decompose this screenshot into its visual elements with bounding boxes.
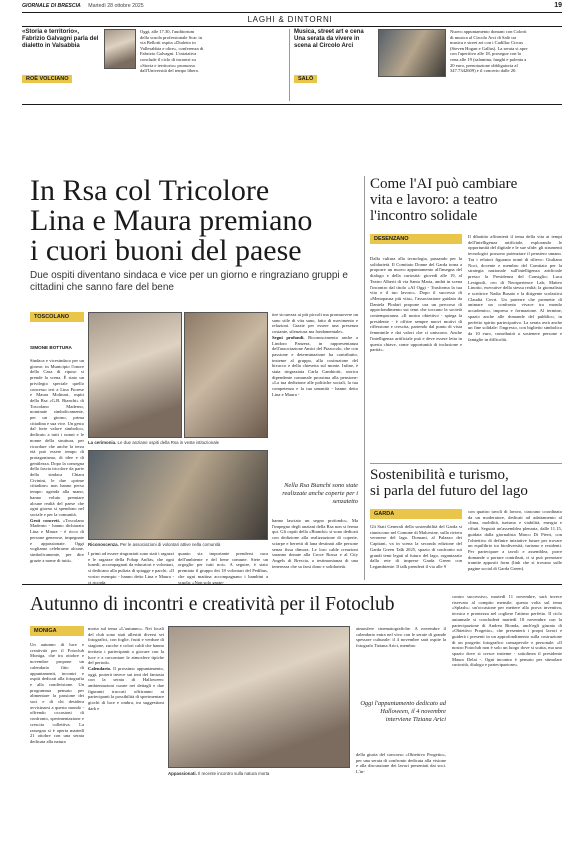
ai-tag: DESENZANO bbox=[370, 234, 462, 244]
garda-tag: GARDA bbox=[370, 509, 462, 519]
main-divider bbox=[364, 176, 365, 580]
main-headline-line-2: Lina e Maura premiano bbox=[30, 204, 313, 237]
main-subhead: Due ospiti diventano sindaca e vice per un giorno e ringraziano gruppi e cittadini che sanno fare del bene bbox=[30, 270, 348, 293]
teaser-left-text: Oggi, alle 17.30, l'auditorium della scuola professionale Scac in via Bellotti ospita «Dialetto in Vallesabbia e oltre», conferenza di Fabrizio Galvagni. L'iniziativa conclude il ciclo di incontri su «Storia e territorio» promosso dall'Università del tempo libero. bbox=[140, 29, 204, 74]
teaser-left-title: «Storia e territorio», Fabrizio Galvagni parla del dialetto in Valsabbia bbox=[22, 29, 99, 49]
teaser-left-photo bbox=[104, 29, 136, 69]
main-photo-sash bbox=[184, 312, 268, 438]
teaser-divider bbox=[289, 29, 290, 101]
main-headline-line-3: i cuori buoni del paese bbox=[30, 234, 302, 267]
garda-headline: Sostenibilità e turismo, si parla del futuro del lago bbox=[370, 467, 528, 499]
fotoclub-photo bbox=[168, 626, 350, 768]
fotoclub-quote: Oggi l'appuntamento dedicato ad Halloween, il 4 novembre interviene Tiziana Arici bbox=[360, 700, 446, 723]
ai-col-1: Dalla cultura alla tecnologia, passando per la solidarietà. Il Comitato Donne del Garda torna a proporre un nuovo appuntamento all'insegna del dialogo e della curiosità: giovedì alle 19, al Teatro Alberti di via Santa Maria, andrà in scena l'incontro dal titolo «AI Oggi - Trasforma la tua vita e il tuo lavoro». Dopo il successo di «Menopausa più vita», l'associazione guidata da Daniela Plodari propone ora un percorso di approfondimento sui temi che toccano la società contemporanea. «Il nostro obiettivo - spiega la presidente - è offrire sempre nuovi motivi di riflessione e crescita, partendo dal punto di vista femminile e dai valori che ci uniscono. Anche l'intelligenza artificiale può e deve essere letta in questa chiave, come opportunità di inclusione e parità». bbox=[370, 256, 462, 353]
main-photo-volunteers bbox=[88, 450, 268, 540]
main-col-2: I primi ad essere ringraziati sono stati i ragazzi e le ragazze della Fobap Anffas, che ogni lunedì, accompagnati da educatori e volontari, si dedicano alla pulizia di spiagge e parchi. «Il vostro esempio - hanno detto Lina e Maura - ci ricorda bbox=[88, 551, 174, 585]
fotoclub-col-4: contro successivo, martedì 11 novembre, sarà invece riservato al compito mensile, questa volta sul tema «Splash»: un'occasione per mettere alla prova inventiva, tecnica e prontezza nel cogliere l'attimo perfetto. Il ciclo autunnale si concluderà martedì 18 novembre con la partecipazione di Andrea Bionda, anch'egli giurato di «Obiettivo Progetto», che presenterà i propri lavori e guiderà i presenti in un approfondimento sulla costruzione di un progetto fotografico consapevole e personale. «Il nostro Fotoclub non è solo un luogo dove si scatta, ma uno spazio dove si cresce insieme - sottolinea il presidente Mauro Delai -. Ogni incontro è pensato per stimolare curiosità, dialogo e partecipazione». bbox=[452, 594, 562, 668]
main-photo-ceremony-caption: La cerimonia. Le due anziane ospiti della Rsa in veste istituzionale bbox=[88, 440, 220, 445]
teaser-left-tag: ROÈ VOLCIANO bbox=[22, 75, 72, 83]
fotoclub-tag: MONIGA bbox=[30, 626, 84, 636]
main-headline-line-1: In Rsa col Tricolore bbox=[30, 174, 270, 207]
main-col-2b: quanto sia importante prendersi cura dell'ambiente e del bene comune. Siete un orgoglio per tutti noi». A seguire, è stato premiato il gruppo dei 18 volontari del Pedibus, che ogni mattina accompagnano i bambini a scuola: «Non solo garan- bbox=[178, 551, 268, 585]
ai-headline: Come l'AI può cambiare vita e lavoro: a teatro l'incontro solidale bbox=[370, 176, 518, 224]
teaser-left bbox=[22, 29, 286, 101]
fotoclub-col-2: morta sul tema «L'autunno». Nei locali del club sono stati allestiti diversi set fotografici, con foglie, frutti e verdure di stagione, zucche e colori caldi che hanno invitato i partecipanti a giocare con la luce e a raccontare le atmosfere tipiche del periodo. Calendario. Il prossimo appuntamento, oggi, porterà invece sui toni del fantasia con la serata di Halloween: ambientazioni curate nei dettagli e due figuranti truccati offriranno ai partecipanti la possibilità di sperimentare giochi di luce e ombra, tra suggestioni dark e bbox=[88, 626, 165, 711]
fotoclub-col-1: Un autunno di luce e creatività per il Fotoclub Moniga, che tra ottobre e novembre propone un calendario fitto di appuntamenti, incontri e ospiti dedicati alla fotografia e alla condivisione. Un programma pensato per alimentare la passione dei soci e di chi desidera avvicinarsi a questo mondo - offrendo occasioni di confronto, sperimentazione e crescita collettiva. La rassegna si è aperta martedì 21 ottobre con una serata dedicata alla natura bbox=[30, 642, 84, 744]
teaser-right-text: Nuovo appuntamento domani con Colorti di musica al Circolo Arci di Salò tra musica e street art con i Cadillac Circus (Steven Hogan e Gallus). La serata si apre con l'aperitivo alle 18, prosegue con la cena alle 19 (salamina, funghi e polenta a 20 euro, prenotazione obbligatoria al 347.7342609) e il concerto dalle 20. bbox=[450, 29, 528, 74]
teaser-right-title: Musica, street art e cena Una serata da vivere in scena al Circolo Arci bbox=[294, 29, 364, 49]
issue-date: Martedì 28 ottobre 2025 bbox=[88, 3, 144, 9]
main-headline bbox=[30, 176, 360, 266]
fotoclub-col-3b: della giuria del concorso «Obiettivo Progetto», per una serata di confronto dedicata alla visione e alla discussione dei lavori presentati dai soci. L'in- bbox=[356, 752, 446, 775]
teaser-right-photo bbox=[378, 29, 446, 77]
fotoclub-photo-caption: Appassionati. Il recente incontro sulla natura morta bbox=[168, 771, 270, 776]
main-quote: Nella Rsa Bianchi sono state realizzate anche coperte per i senzatetto bbox=[282, 482, 358, 505]
main-col-4: hanno lasciato un segno profondo». Ma l'impegno degli anziani della Rsa non si ferma qui. Gli ospiti della «Bianchi» si sono dedicati con dedizione alla realizzazione di coperte, sciarpe e berretti di lana destinati alle persone senza fissa dimora. Le loro calde creazioni saranno donate alla Croce Rossa e al City Angels di Brescia, a testimonianza di una tenerezza che sa farsi dono e solidarietà. bbox=[272, 518, 358, 569]
garda-col-1: Gli Stati Generali della sostenibilità del Garda si riuniscono nel Comune di Malcesine, sulla riviera veronese del lago. Domani, al Palazzo dei Capitani, va in scena la seconda edizione del Garda Green Talk 2025, spazio di confronto sui grandi temi legati al futuro del lago, organizzato dalla rete di imprese Garda Green con Legambiente. Il talk prenderà il via alle 9 bbox=[370, 524, 462, 569]
ai-garda-rule bbox=[370, 463, 562, 464]
main-col-1: Sindaca e vicesindaco per un giorno: in Municipio l'onore della Casa di riposo si prende la scena. È stato un privilegio speciale quello concesso ieri a Lina Fiorese e Maura Molinari, ospiti della Rsa «G.B. Bianchi» di Toscolano Maderno, nominate simbolicamente, per un giorno, prima cittadina e sua vice. Un gesto dal forte valore simbolico, dedicato a tutti i nonni e le nonne della struttura, per ricordare che anche la terza età può essere tempo di protagonismo, di idee e di gentilezza. Dopo la consegna della fascia tricolore da parte della sindaca Chiara Civinini, le due «prime cittadine» non hanno perso tempo: agenda alla mano, hanno voluto premiare alcune realtà del paese che ogni giorno si spendono nel sociale e per la comunità. Gesti concreti. «Toscolano Maderno - hanno dichiarato Lina e Maura - è ricco di persone generose, impegnate e appassionate. Oggi vogliamo celebrarne alcune, simbolicamente, per dire grazie a nome di tutti». bbox=[30, 358, 84, 563]
garda-col-2: con quattro tavoli di lavoro, ciascuno coordinato da un moderatore, dedicati ad adattamento al clima, mobilità, turismo e viabilità, energia e rifiuti. Seguirà un'assemblea plenaria, dalle 11.15, guidata dalla giornalista Marco Di Pierri, con l'obiettivo di definire iniziative future per trovare un equilibrio tra biodiversità, turismo e residenti. Per partecipare a tavoli e assemblea, porre domande o portare contributi, ci si può prenotare tramite appositi form (link che si trovano sulle pagine social di Garda Green). bbox=[468, 509, 562, 572]
section-title: LAGHI & DINTORNI bbox=[247, 15, 333, 24]
top-rule bbox=[22, 104, 562, 105]
main-author: SIMONE BOTTURA bbox=[30, 345, 72, 350]
main-photo-ceremony bbox=[88, 312, 182, 438]
fotoclub-col-3: atmosfere cinematografiche. A novembre il calendario entra nel vivo con le serate di grande spessore culturale: il 4 novembre sarà ospite la fotografa Tiziana Arici, membro bbox=[356, 626, 446, 649]
main-photo-volunteers-caption: Riconoscenza. Per le associazioni di volontari attive nella comunità bbox=[88, 542, 221, 547]
teaser-right bbox=[294, 29, 562, 101]
paper-name: GIORNALE DI BRESCIA bbox=[22, 3, 81, 9]
section-rule bbox=[22, 26, 562, 27]
fotoclub-headline: Autunno di incontri e creatività per il Fotoclub bbox=[30, 594, 395, 615]
ai-col-2: Il dibattito affronterà il tema della vita ai tempi dell'intelligenza artificiale, esplorando le opportunità del digitale e le sue sfide: gli strumenti tecnologici possono potenziare il pensiero umano. Tra i relatori figurano nomi di rilievo: Giuliano Noci, docente e membro del Comitato per la strategia nazionale sull'intelligenza artificiale presso la Presidenza del Consiglio; Luca Lesignoli, ceo di Neosperience Lab; Matteo Linotto, executive della stessa realtà; la giornalista e scrittrice Nadia Busato e la dirigente scolastica Claudia Covri. Un parterre che promette di animare un confronto vivace tra mondo accademico, impresa e formazione. Al termine, spazio anche alle domande del pubblico, in perfetto spirito partecipativo. La serata avrà anche un fine solidale: l'ingresso, con biglietto simbolico da 10 euro, contribuirà a sostenere persone e famiglie in difficoltà. bbox=[468, 234, 562, 342]
masthead-rule bbox=[22, 12, 562, 13]
main-col-3: tire sicurezza ai più piccoli ma promuovere un sano stile di vita sano, fatto di movimento e relazioni. Grazie per essere una presenza costante, silenziosa ma fondamentale». Segni profondi. Riconoscimento anche a Lindoro Panzera, in rappresentanza dell'associazione Amici del Pizzocolo, che con passione e determinazione ha contribuito, insieme al gruppo, alla costruzione del bivacco e della chiesetta sul monte. Infine, è stata ringraziata Carla Cambiotti, storica dipendente comunale prossima alla pensione: «La tua dedizione alle politiche sociali, la tua competenza e la tua umanità - hanno detto Lina e Maura - bbox=[272, 312, 358, 397]
bottom-rule bbox=[22, 584, 562, 585]
teaser-right-tag: SALÒ bbox=[294, 75, 317, 83]
main-tag: TOSCOLANO bbox=[30, 312, 84, 322]
page-number: 19 bbox=[554, 2, 562, 9]
